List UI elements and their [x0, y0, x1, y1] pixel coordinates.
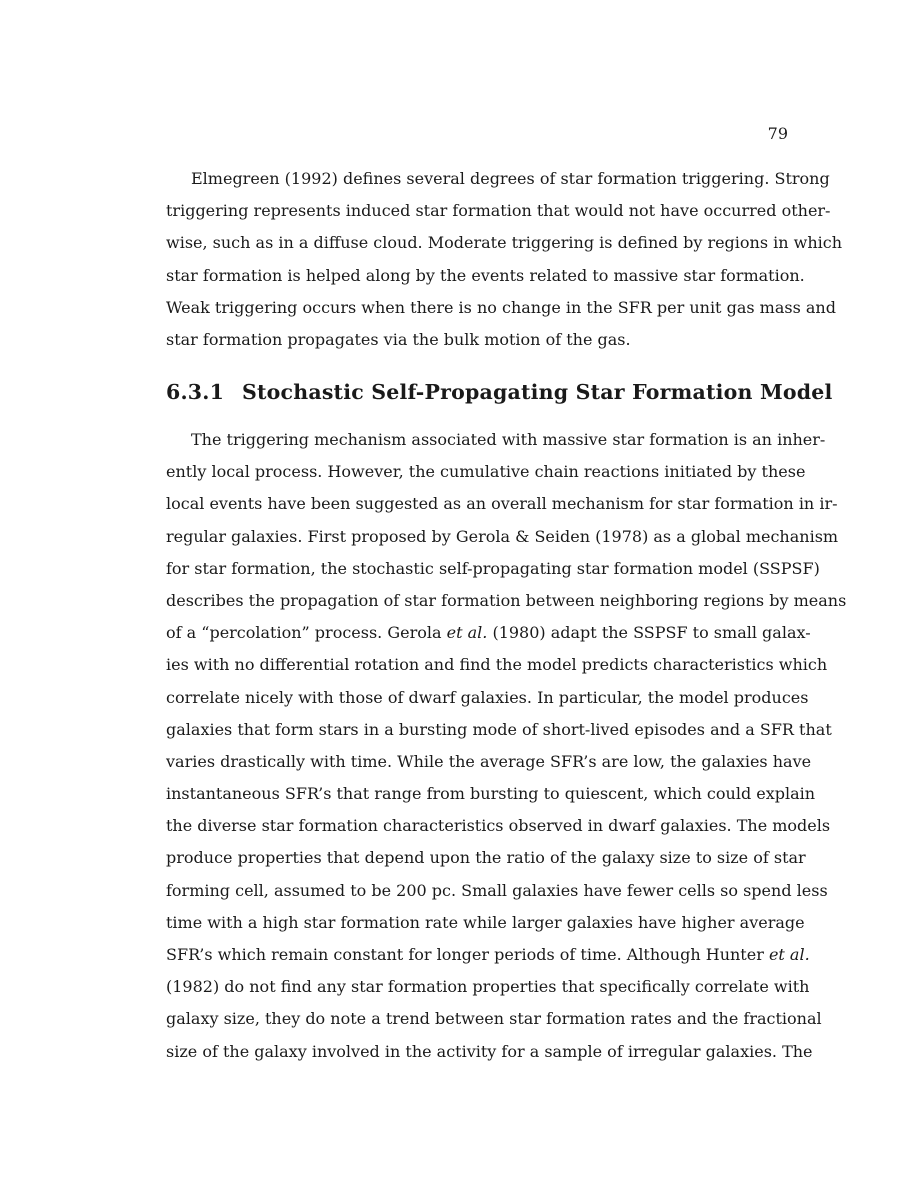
text-line: varies drastically with time. While the average SFR’s are low, the galaxies have [166, 751, 812, 771]
text-line: star formation propagates via the bulk motion of the gas. [166, 329, 631, 349]
paragraph-triggering-degrees [166, 163, 843, 356]
text-line: Elmegreen (1992) defines several degrees of star formation triggering. Strong [191, 169, 830, 188]
text-line: The triggering mechanism associated with massive star formation is an inher- [191, 430, 826, 449]
section-heading [166, 380, 833, 404]
section-number: 6.3.1 [166, 380, 225, 404]
text-segment: of a “percolation” process. Gerola [166, 623, 447, 643]
text-line: describes the propagation of star formation between neighboring regions by means [166, 590, 847, 610]
text-line: (1982) do not find any star formation properties that specifically correlate with [166, 977, 810, 997]
text-segment: SFR’s which remain constant for longer periods of time. Although Hunter [166, 945, 769, 964]
text-line: time with a high star formation rate while larger galaxies have higher average [166, 912, 805, 932]
text-line: triggering represents induced star formation that would not have occurred other- [166, 201, 831, 221]
text-line: the diverse star formation characteristics observed in dwarf galaxies. The models [166, 816, 831, 836]
text-line: regular galaxies. First proposed by Gerola & Seiden (1978) as a global mechanism [166, 526, 839, 546]
text-line: instantaneous SFR’s that range from bursting to quiescent, which could explain [166, 784, 816, 804]
text-line: Weak triggering occurs when there is no change in the SFR per unit gas mass and [166, 297, 836, 317]
text-line: produce properties that depend upon the ratio of the galaxy size to size of star [166, 848, 806, 868]
paragraph-sspsf-model [166, 424, 847, 1068]
text-line: for star formation, the stochastic self-propagating star formation model (SSPSF) [166, 558, 820, 578]
text-line: galaxy size, they do note a trend between star formation rates and the fractional [166, 1009, 822, 1029]
text-line: ently local process. However, the cumulative chain reactions initiated by these [166, 462, 806, 482]
page-number: 79 [767, 124, 788, 143]
text-line: galaxies that form stars in a bursting mode of short-lived episodes and a SFR that [166, 719, 832, 739]
citation-etal: et al. [768, 945, 810, 964]
text-segment: (1980) adapt the SSPSF to small galax- [487, 623, 811, 643]
text-line: star formation is helped along by the events related to massive star formation. [166, 265, 805, 285]
citation-etal: et al. [446, 623, 488, 643]
text-line [166, 939, 810, 971]
text-line: ies with no differential rotation and find the model predicts characteristics which [166, 655, 828, 675]
text-line: forming cell, assumed to be 200 pc. Small galaxies have fewer cells so spend less [166, 880, 828, 900]
text-line [166, 617, 811, 649]
text-line: wise, such as in a diffuse cloud. Moderate triggering is defined by regions in which [166, 233, 843, 253]
text-line: size of the galaxy involved in the activity for a sample of irregular galaxies. The [166, 1041, 813, 1061]
text-line: local events have been suggested as an overall mechanism for star formation in ir- [166, 494, 838, 514]
text-line: correlate nicely with those of dwarf galaxies. In particular, the model produces [166, 687, 809, 707]
section-title: Stochastic Self-Propagating Star Formation Model [242, 380, 833, 404]
